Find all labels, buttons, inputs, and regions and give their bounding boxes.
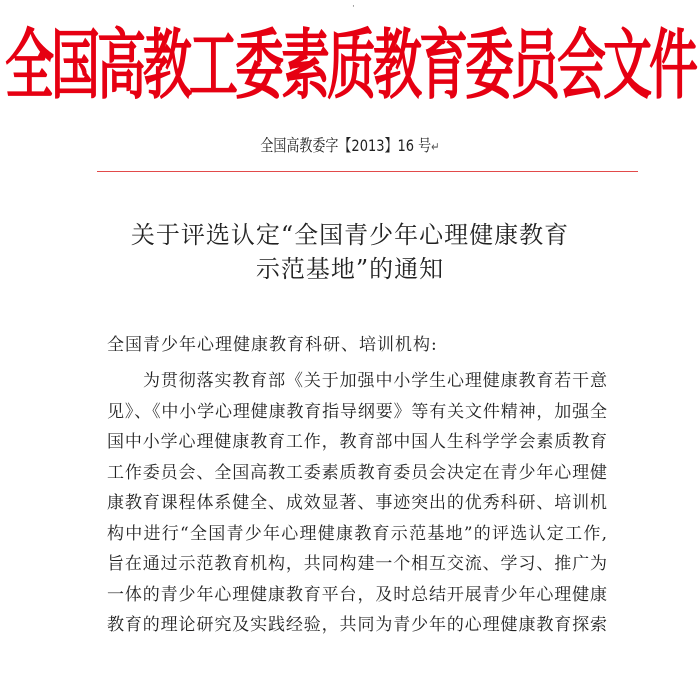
return-mark-icon: ↵ [431,140,440,155]
red-divider [97,171,638,172]
body-paragraph [107,366,607,641]
body-line: 为贯彻落实教育部《关于加强中小学生心理健康教育若干意 [143,371,607,391]
body-line: 旨在通过示范教育机构，共同构建一个相互交流、学习、推广为 [107,554,607,574]
body-line: 工作委员会、全国高教工委素质教育委员会决定在青少年心理健 [107,462,607,483]
body-line: 构中进行“全国青少年心理健康教育示范基地”的评选认定工作, [107,523,607,544]
body-line: 一体的青少年心理健康教育平台，及时总结开展青少年心理健康 [107,584,607,605]
body-line: 教育的理论研究及实践经验，共同为青少年的心理健康教育探索 [107,615,607,635]
addressee: 全国青少年心理健康教育科研、培训机构: [107,335,438,355]
notice-title-line-2: 示范基地”的通知 [255,255,445,283]
notice-title-line-1: 关于评选认定“全国青少年心理健康教育 [130,221,570,249]
document-number-text: 全国高教委字【2013】16 号 [260,137,432,156]
header-mark: · [352,2,355,12]
document-title: 全国高教工委素质教育委员会文件 [4,21,695,111]
body-line: 康教育课程体系健全、成效显著、事迹突出的优秀科研、培训机 [107,493,607,513]
document-number [0,132,700,156]
notice-title [0,218,700,286]
body-line: 国中小学心理健康教育工作，教育部中国人生科学学会素质教育 [107,432,607,452]
body-line: 见》、《中小学心理健康教育指导纲要》等有关文件精神，加强全 [107,401,607,422]
